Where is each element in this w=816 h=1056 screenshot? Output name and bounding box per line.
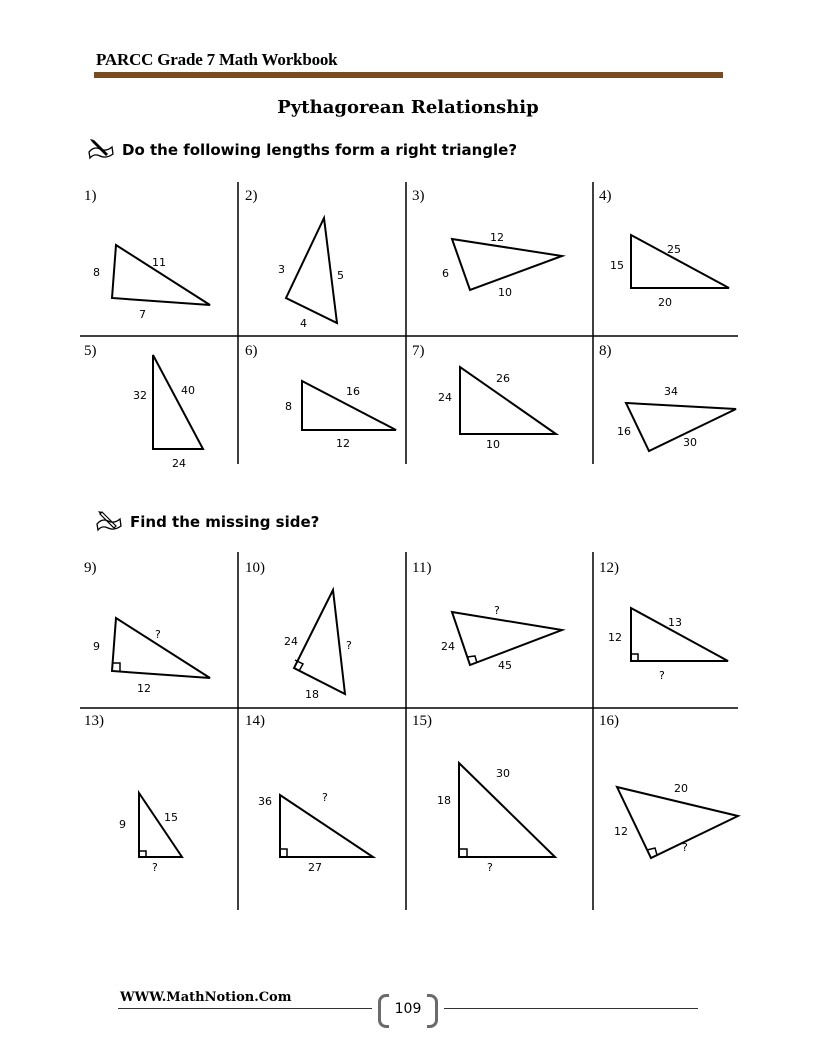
side-label: ? (659, 669, 665, 682)
side-label: 8 (285, 400, 292, 413)
problem-number: 15) (412, 713, 432, 729)
side-label: ? (322, 791, 328, 804)
triangle-1 (112, 245, 210, 305)
side-label: 4 (300, 317, 307, 330)
triangle-3 (452, 239, 562, 290)
instruction-2-text: Find the missing side? (130, 513, 320, 531)
page-number (378, 994, 438, 1024)
triangle-13 (139, 793, 182, 857)
side-label: 9 (93, 640, 100, 653)
triangle-9 (112, 618, 210, 678)
problem-number: 13) (84, 713, 104, 729)
side-label: 12 (490, 231, 504, 244)
side-label: 24 (172, 457, 186, 470)
side-label: 25 (667, 243, 681, 256)
side-label: 15 (164, 811, 178, 824)
triangle-8 (626, 403, 736, 451)
side-label: ? (346, 639, 352, 652)
side-label: 11 (152, 256, 166, 269)
problem-number: 5) (84, 343, 97, 359)
side-label: 18 (437, 794, 451, 807)
side-label: 9 (119, 818, 126, 831)
page-number-text: 109 (394, 1001, 422, 1017)
side-label: 24 (284, 635, 298, 648)
right-angle-marker (280, 849, 287, 857)
side-label: 12 (614, 825, 628, 838)
right-angle-marker (459, 849, 467, 857)
triangle-16 (617, 787, 738, 858)
bracket-left-icon (378, 994, 389, 1028)
problem-number: 7) (412, 343, 425, 359)
side-label: 32 (133, 389, 147, 402)
side-label: 3 (278, 263, 285, 276)
side-label: 12 (137, 682, 151, 695)
side-label: ? (155, 628, 161, 641)
problem-number: 16) (599, 713, 619, 729)
problem-number: 2) (245, 188, 258, 204)
side-label: ? (682, 841, 688, 854)
triangle-10 (294, 590, 345, 694)
side-label: 15 (610, 259, 624, 272)
side-label: ? (494, 604, 500, 617)
side-label: 30 (683, 436, 697, 449)
side-label: 27 (308, 861, 322, 874)
side-label: 16 (617, 425, 631, 438)
right-angle-marker (631, 654, 638, 661)
problem-number: 14) (245, 713, 265, 729)
problem-number: 10) (245, 560, 265, 576)
triangle-14 (280, 795, 373, 857)
side-label: 12 (336, 437, 350, 450)
side-label: 26 (496, 372, 510, 385)
problem-number: 9) (84, 560, 97, 576)
side-label: 5 (337, 269, 344, 282)
side-label: ? (487, 861, 493, 874)
problem-number: 4) (599, 188, 612, 204)
side-label: ? (152, 861, 158, 874)
grid-lines-1 (80, 182, 738, 464)
side-label: 12 (608, 631, 622, 644)
side-label: 7 (139, 308, 146, 321)
side-label: 30 (496, 767, 510, 780)
side-label: 6 (442, 267, 449, 280)
side-label: 16 (346, 385, 360, 398)
side-label: 34 (664, 385, 678, 398)
side-label: 13 (668, 616, 682, 629)
side-label: 20 (658, 296, 672, 309)
problem-number: 3) (412, 188, 425, 204)
footer-divider-right (444, 1008, 698, 1009)
triangle-5 (153, 355, 203, 449)
side-label: 10 (486, 438, 500, 451)
problem-number: 12) (599, 560, 619, 576)
side-label: 36 (258, 795, 272, 808)
problem-number: 11) (412, 560, 432, 576)
side-label: 20 (674, 782, 688, 795)
triangle-2 (286, 218, 337, 323)
side-label: 8 (93, 266, 100, 279)
bracket-right-icon (427, 994, 438, 1028)
side-label: 24 (441, 640, 455, 653)
problem-number: 6) (245, 343, 258, 359)
side-label: 40 (181, 384, 195, 397)
side-label: 10 (498, 286, 512, 299)
instruction-1-text: Do the following lengths form a right triangle? (122, 141, 518, 159)
problem-number: 8) (599, 343, 612, 359)
page-title: Pythagorean Relationship (277, 97, 539, 118)
footer-website: WWW.MathNotion.Com (120, 990, 292, 1005)
side-label: 24 (438, 391, 452, 404)
footer-divider-left (118, 1008, 372, 1009)
side-label: 18 (305, 688, 319, 701)
workbook-title: PARCC Grade 7 Math Workbook (96, 50, 338, 69)
problem-number: 1) (84, 188, 97, 204)
side-label: 45 (498, 659, 512, 672)
